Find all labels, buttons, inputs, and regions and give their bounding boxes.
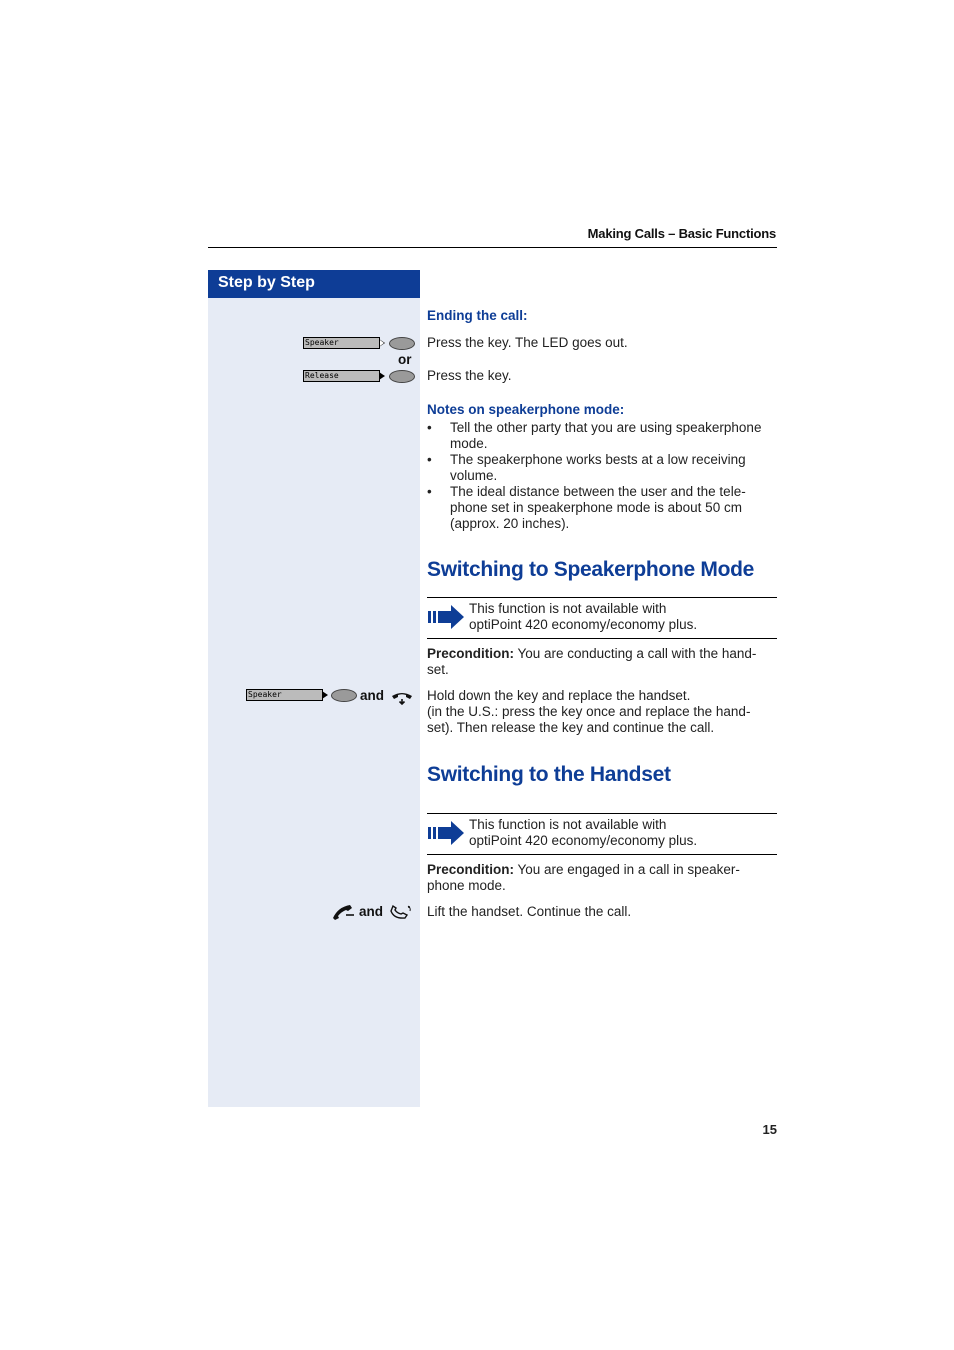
speakerphone-section-title: Switching to Speakerphone Mode xyxy=(427,558,755,581)
list-item: • The speakerphone works bests at a low receiving volume. xyxy=(427,452,782,484)
handset-note-box xyxy=(427,813,777,855)
note-line: optiPoint 420 economy/economy plus. xyxy=(469,617,698,632)
notes-heading: Notes on speakerphone mode: xyxy=(427,402,625,417)
precondition-label: Precondition: xyxy=(427,646,514,661)
speaker-and-hangup-row xyxy=(246,689,416,705)
handset-call-icon xyxy=(389,903,415,921)
sidebar-title: Step by Step xyxy=(208,270,420,298)
note-arrow-icon xyxy=(427,820,465,846)
ending-step-1: Press the key. The LED goes out. xyxy=(427,335,628,350)
led-icon xyxy=(389,337,415,350)
ending-call-heading: Ending the call: xyxy=(427,308,528,323)
and-label: and xyxy=(360,688,385,703)
list-item: • The ideal distance between the user and the tele- phone set in speakerphone mode is about 50 cm (approx. 20 inches). xyxy=(427,484,782,532)
key-arrow-icon xyxy=(322,691,328,699)
led-icon xyxy=(389,370,415,383)
handset-step: Lift the handset. Continue the call. xyxy=(427,904,632,919)
notes-list xyxy=(427,420,782,532)
precondition-label: Precondition: xyxy=(427,862,514,877)
list-item: • Tell the other party that you are using speakerphone mode. xyxy=(427,420,782,452)
key-arrow-hollow-icon xyxy=(380,340,384,346)
led-icon xyxy=(331,689,357,702)
handset-precondition: Precondition: You are engaged in a call in speaker- phone mode. xyxy=(427,862,740,893)
handset-lift-icon xyxy=(330,903,356,921)
release-key: Release xyxy=(303,370,380,382)
speaker-key: Speaker xyxy=(246,689,323,701)
key-arrow-icon xyxy=(379,372,385,380)
speaker-key-row xyxy=(303,337,415,351)
note-line: optiPoint 420 economy/economy plus. xyxy=(469,833,698,848)
handset-replace-icon xyxy=(390,690,414,706)
note-line: This function is not available with xyxy=(469,601,667,616)
and-label: and xyxy=(359,904,384,919)
header-divider xyxy=(208,247,777,248)
speaker-key: Speaker xyxy=(303,337,380,349)
release-key-row xyxy=(303,370,415,384)
page-header-title: Making Calls – Basic Functions xyxy=(587,226,776,241)
handset-section-title: Switching to the Handset xyxy=(427,763,671,786)
note-line: This function is not available with xyxy=(469,817,667,832)
lift-and-call-row xyxy=(330,903,416,921)
speakerphone-precondition: Precondition: You are conducting a call with the hand- set. xyxy=(427,646,757,677)
or-label: or xyxy=(398,352,412,367)
ending-step-2: Press the key. xyxy=(427,368,512,383)
speakerphone-step: Hold down the key and replace the handset. (in the U.S.: press the key once and replace the hand- set). Then release the key and continue the call. xyxy=(427,688,751,735)
note-arrow-icon xyxy=(427,604,465,630)
page-number: 15 xyxy=(762,1122,777,1137)
speakerphone-note-box xyxy=(427,597,777,639)
